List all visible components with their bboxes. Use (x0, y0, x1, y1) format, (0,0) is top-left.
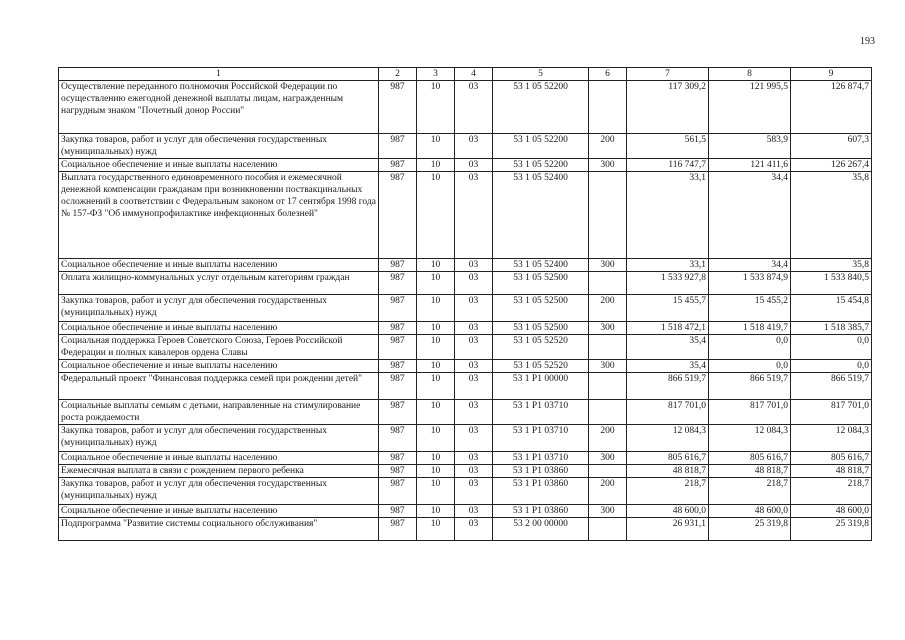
amount-col-9-cell: 126 874,7 (791, 81, 872, 134)
table-row (59, 478, 872, 505)
header-cell: 5 (493, 68, 589, 81)
subsection-code-cell: 03 (455, 159, 493, 172)
item-name-cell: Социальное обеспечение и иные выплаты населению (59, 259, 379, 272)
amount-col-9-cell: 35,8 (791, 172, 872, 259)
expense-type-cell (589, 272, 627, 295)
item-name-cell: Социальное обеспечение и иные выплаты населению (59, 322, 379, 335)
target-article-cell: 53 1 P1 03860 (493, 478, 589, 505)
target-article-cell: 53 1 P1 03710 (493, 425, 589, 452)
amount-col-8-cell: 0,0 (709, 335, 791, 360)
ministry-code-cell: 987 (379, 134, 417, 159)
section-code-cell: 10 (417, 172, 455, 259)
section-code-cell: 10 (417, 452, 455, 465)
table-header (59, 68, 872, 81)
ministry-code-cell: 987 (379, 400, 417, 425)
amount-col-8-cell: 218,7 (709, 478, 791, 505)
amount-col-9-cell: 0,0 (791, 360, 872, 373)
section-code-cell: 10 (417, 272, 455, 295)
table-row (59, 172, 872, 259)
target-article-cell: 53 2 00 00000 (493, 518, 589, 541)
amount-col-8-cell: 34,4 (709, 172, 791, 259)
section-code-cell: 10 (417, 360, 455, 373)
header-row (59, 68, 872, 81)
section-code-cell: 10 (417, 81, 455, 134)
subsection-code-cell: 03 (455, 259, 493, 272)
section-code-cell: 10 (417, 518, 455, 541)
header-cell: 2 (379, 68, 417, 81)
amount-col-9-cell: 48 600,0 (791, 505, 872, 518)
amount-col-7-cell: 35,4 (627, 335, 709, 360)
subsection-code-cell: 03 (455, 81, 493, 134)
expense-type-cell (589, 172, 627, 259)
ministry-code-cell: 987 (379, 505, 417, 518)
amount-col-7-cell: 561,5 (627, 134, 709, 159)
amount-col-7-cell: 1 533 927,8 (627, 272, 709, 295)
ministry-code-cell: 987 (379, 373, 417, 400)
ministry-code-cell: 987 (379, 81, 417, 134)
amount-col-7-cell: 26 931,1 (627, 518, 709, 541)
item-name-cell: Закупка товаров, работ и услуг для обеспечения государственных (муниципальных) нужд (59, 295, 379, 322)
amount-col-9-cell: 12 084,3 (791, 425, 872, 452)
table-body (59, 81, 872, 541)
target-article-cell: 53 1 05 52520 (493, 360, 589, 373)
ministry-code-cell: 987 (379, 360, 417, 373)
item-name-cell: Осуществление переданного полномочия Российской Федерации по осуществлению ежегодной денежной выплаты лицам, награжденным нагрудным знаком "Почетный донор России" (59, 81, 379, 134)
amount-col-8-cell: 48 600,0 (709, 505, 791, 518)
amount-col-9-cell: 1 533 840,5 (791, 272, 872, 295)
subsection-code-cell: 03 (455, 505, 493, 518)
expense-type-cell (589, 518, 627, 541)
target-article-cell: 53 1 05 52520 (493, 335, 589, 360)
subsection-code-cell: 03 (455, 425, 493, 452)
amount-col-9-cell: 218,7 (791, 478, 872, 505)
ministry-code-cell: 987 (379, 425, 417, 452)
amount-col-7-cell: 33,1 (627, 259, 709, 272)
expense-type-cell (589, 465, 627, 478)
item-name-cell: Оплата жилищно-коммунальных услуг отдельным категориям граждан (59, 272, 379, 295)
subsection-code-cell: 03 (455, 172, 493, 259)
expense-type-cell: 200 (589, 134, 627, 159)
section-code-cell: 10 (417, 295, 455, 322)
amount-col-9-cell: 866 519,7 (791, 373, 872, 400)
target-article-cell: 53 1 P1 03710 (493, 400, 589, 425)
amount-col-9-cell: 48 818,7 (791, 465, 872, 478)
section-code-cell: 10 (417, 400, 455, 425)
ministry-code-cell: 987 (379, 295, 417, 322)
expense-type-cell: 300 (589, 259, 627, 272)
table-row (59, 272, 872, 295)
table-row (59, 295, 872, 322)
section-code-cell: 10 (417, 505, 455, 518)
item-name-cell: Закупка товаров, работ и услуг для обеспечения государственных (муниципальных) нужд (59, 478, 379, 505)
table-row (59, 505, 872, 518)
subsection-code-cell: 03 (455, 335, 493, 360)
amount-col-7-cell: 116 747,7 (627, 159, 709, 172)
header-cell: 4 (455, 68, 493, 81)
section-code-cell: 10 (417, 322, 455, 335)
amount-col-8-cell: 1 518 419,7 (709, 322, 791, 335)
subsection-code-cell: 03 (455, 360, 493, 373)
amount-col-9-cell: 25 319,8 (791, 518, 872, 541)
table-row (59, 518, 872, 541)
table-row (59, 400, 872, 425)
amount-col-9-cell: 126 267,4 (791, 159, 872, 172)
expense-type-cell (589, 81, 627, 134)
subsection-code-cell: 03 (455, 272, 493, 295)
item-name-cell: Социальное обеспечение и иные выплаты населению (59, 452, 379, 465)
ministry-code-cell: 987 (379, 159, 417, 172)
expense-type-cell (589, 335, 627, 360)
ministry-code-cell: 987 (379, 465, 417, 478)
section-code-cell: 10 (417, 134, 455, 159)
expense-type-cell: 300 (589, 360, 627, 373)
subsection-code-cell: 03 (455, 518, 493, 541)
amount-col-8-cell: 48 818,7 (709, 465, 791, 478)
header-cell: 6 (589, 68, 627, 81)
amount-col-7-cell: 33,1 (627, 172, 709, 259)
amount-col-7-cell: 218,7 (627, 478, 709, 505)
table-row (59, 465, 872, 478)
table-row (59, 322, 872, 335)
amount-col-8-cell: 25 319,8 (709, 518, 791, 541)
target-article-cell: 53 1 05 52200 (493, 81, 589, 134)
section-code-cell: 10 (417, 159, 455, 172)
section-code-cell: 10 (417, 465, 455, 478)
ministry-code-cell: 987 (379, 335, 417, 360)
target-article-cell: 53 1 05 52500 (493, 272, 589, 295)
amount-col-9-cell: 607,3 (791, 134, 872, 159)
subsection-code-cell: 03 (455, 400, 493, 425)
item-name-cell: Выплата государственного единовременного пособия и ежемесячной денежной компенсации гражданам при возникновении поствакцинальных осложнений в соответствии с Федеральным законом от 17 сентября 1998 года № 157-ФЗ "Об иммунопрофилактике инфекционных болезней" (59, 172, 379, 259)
budget-table (58, 67, 872, 541)
amount-col-8-cell: 805 616,7 (709, 452, 791, 465)
target-article-cell: 53 1 05 52200 (493, 159, 589, 172)
header-cell: 1 (59, 68, 379, 81)
header-cell: 7 (627, 68, 709, 81)
table-row (59, 335, 872, 360)
subsection-code-cell: 03 (455, 478, 493, 505)
ministry-code-cell: 987 (379, 322, 417, 335)
expense-type-cell: 300 (589, 159, 627, 172)
item-name-cell: Закупка товаров, работ и услуг для обеспечения государственных (муниципальных) нужд (59, 134, 379, 159)
target-article-cell: 53 1 P1 03860 (493, 465, 589, 478)
amount-col-7-cell: 15 455,7 (627, 295, 709, 322)
table-row (59, 452, 872, 465)
item-name-cell: Социальные выплаты семьям с детьми, направленные на стимулирование роста рождаемости (59, 400, 379, 425)
expense-type-cell: 200 (589, 425, 627, 452)
amount-col-9-cell: 1 518 385,7 (791, 322, 872, 335)
table-row (59, 81, 872, 134)
section-code-cell: 10 (417, 478, 455, 505)
ministry-code-cell: 987 (379, 478, 417, 505)
amount-col-8-cell: 34,4 (709, 259, 791, 272)
subsection-code-cell: 03 (455, 322, 493, 335)
amount-col-9-cell: 15 454,8 (791, 295, 872, 322)
amount-col-8-cell: 1 533 874,9 (709, 272, 791, 295)
ministry-code-cell: 987 (379, 172, 417, 259)
target-article-cell: 53 1 05 52400 (493, 259, 589, 272)
target-article-cell: 53 1 05 52400 (493, 172, 589, 259)
ministry-code-cell: 987 (379, 452, 417, 465)
table-row (59, 134, 872, 159)
section-code-cell: 10 (417, 259, 455, 272)
amount-col-7-cell: 866 519,7 (627, 373, 709, 400)
amount-col-8-cell: 121 411,6 (709, 159, 791, 172)
header-cell: 3 (417, 68, 455, 81)
table-row (59, 360, 872, 373)
item-name-cell: Социальное обеспечение и иные выплаты населению (59, 505, 379, 518)
amount-col-7-cell: 48 818,7 (627, 465, 709, 478)
amount-col-8-cell: 15 455,2 (709, 295, 791, 322)
amount-col-9-cell: 805 616,7 (791, 452, 872, 465)
table-row (59, 373, 872, 400)
amount-col-8-cell: 817 701,0 (709, 400, 791, 425)
item-name-cell: Федеральный проект "Финансовая поддержка семей при рождении детей" (59, 373, 379, 400)
amount-col-9-cell: 0,0 (791, 335, 872, 360)
item-name-cell: Социальное обеспечение и иные выплаты населению (59, 360, 379, 373)
subsection-code-cell: 03 (455, 465, 493, 478)
amount-col-7-cell: 48 600,0 (627, 505, 709, 518)
expense-type-cell: 300 (589, 452, 627, 465)
target-article-cell: 53 1 P1 03710 (493, 452, 589, 465)
target-article-cell: 53 1 05 52200 (493, 134, 589, 159)
subsection-code-cell: 03 (455, 295, 493, 322)
header-cell: 8 (709, 68, 791, 81)
amount-col-8-cell: 583,9 (709, 134, 791, 159)
item-name-cell: Закупка товаров, работ и услуг для обеспечения государственных (муниципальных) нужд (59, 425, 379, 452)
item-name-cell: Социальная поддержка Героев Советского Союза, Героев Российской Федерации и полных кавалеров ордена Славы (59, 335, 379, 360)
table-row (59, 159, 872, 172)
item-name-cell: Социальное обеспечение и иные выплаты населению (59, 159, 379, 172)
expense-type-cell: 300 (589, 322, 627, 335)
expense-type-cell: 300 (589, 505, 627, 518)
expense-type-cell: 200 (589, 295, 627, 322)
amount-col-7-cell: 35,4 (627, 360, 709, 373)
expense-type-cell (589, 400, 627, 425)
subsection-code-cell: 03 (455, 134, 493, 159)
section-code-cell: 10 (417, 373, 455, 400)
amount-col-7-cell: 1 518 472,1 (627, 322, 709, 335)
amount-col-7-cell: 805 616,7 (627, 452, 709, 465)
expense-type-cell: 200 (589, 478, 627, 505)
amount-col-8-cell: 121 995,5 (709, 81, 791, 134)
table-row (59, 425, 872, 452)
item-name-cell: Подпрограмма "Развитие системы социального обслуживания" (59, 518, 379, 541)
amount-col-8-cell: 12 084,3 (709, 425, 791, 452)
amount-col-8-cell: 866 519,7 (709, 373, 791, 400)
amount-col-7-cell: 117 309,2 (627, 81, 709, 134)
subsection-code-cell: 03 (455, 452, 493, 465)
amount-col-9-cell: 35,8 (791, 259, 872, 272)
ministry-code-cell: 987 (379, 272, 417, 295)
item-name-cell: Ежемесячная выплата в связи с рождением первого ребенка (59, 465, 379, 478)
amount-col-8-cell: 0,0 (709, 360, 791, 373)
expense-type-cell (589, 373, 627, 400)
ministry-code-cell: 987 (379, 259, 417, 272)
amount-col-9-cell: 817 701,0 (791, 400, 872, 425)
target-article-cell: 53 1 P1 03860 (493, 505, 589, 518)
header-cell: 9 (791, 68, 872, 81)
target-article-cell: 53 1 05 52500 (493, 295, 589, 322)
amount-col-7-cell: 12 084,3 (627, 425, 709, 452)
page-number: 193 (860, 36, 875, 47)
section-code-cell: 10 (417, 335, 455, 360)
amount-col-7-cell: 817 701,0 (627, 400, 709, 425)
subsection-code-cell: 03 (455, 373, 493, 400)
ministry-code-cell: 987 (379, 518, 417, 541)
section-code-cell: 10 (417, 425, 455, 452)
table-row (59, 259, 872, 272)
target-article-cell: 53 1 P1 00000 (493, 373, 589, 400)
target-article-cell: 53 1 05 52500 (493, 322, 589, 335)
